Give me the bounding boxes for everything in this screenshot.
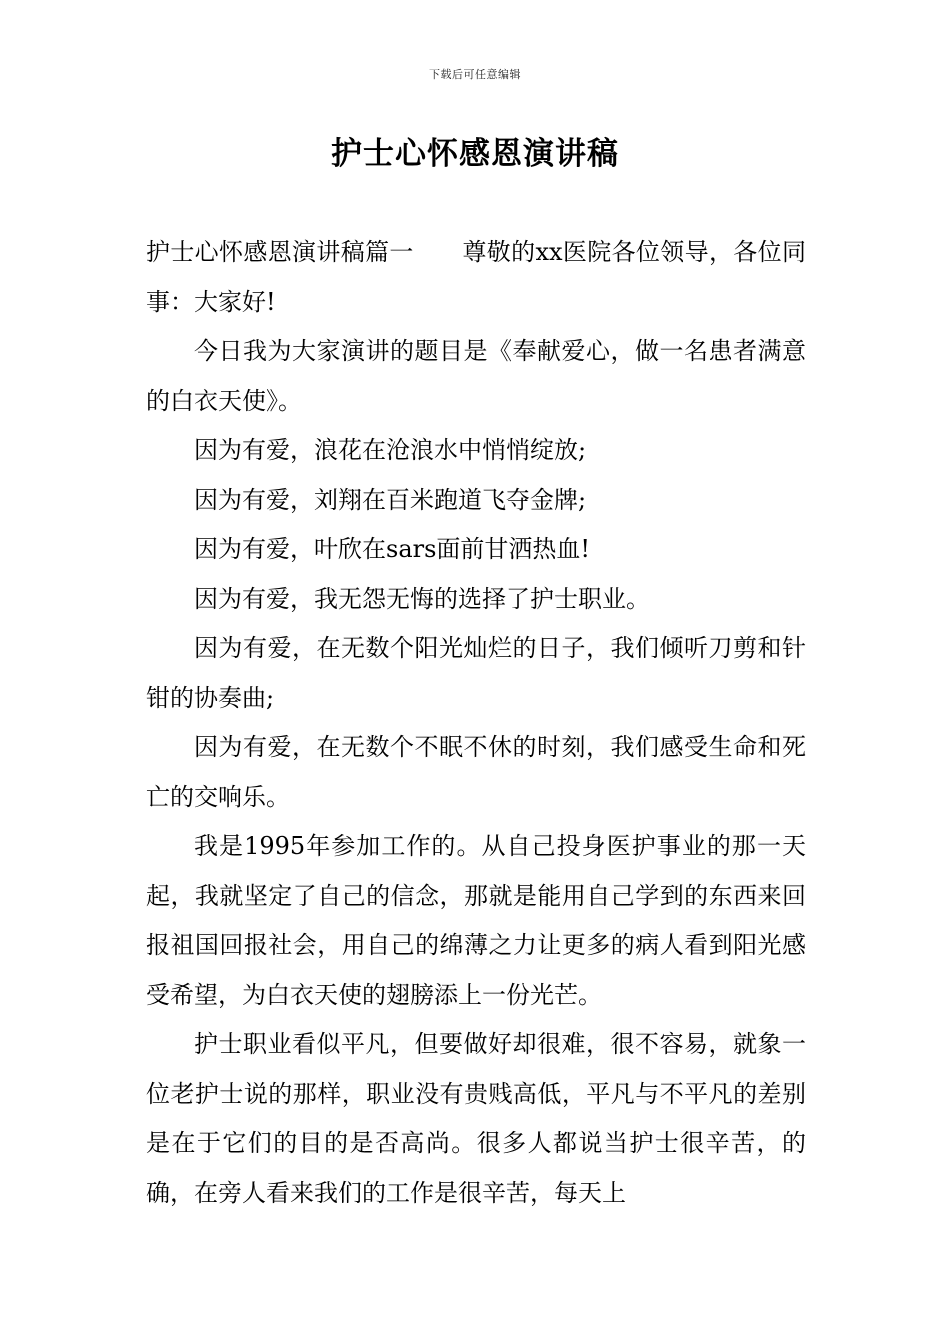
- paragraph-love-1: 因为有爱，浪花在沧浪水中悄悄绽放;: [194, 436, 587, 464]
- paragraph-love-2: 因为有爱，刘翔在百米跑道飞夺金牌;: [194, 485, 587, 514]
- paragraph-topic: 今日我为大家演讲的题目是《奉献爱心，做一名患者满意的白衣天使》。: [146, 337, 806, 415]
- paragraph-nursing-work: 护士职业看似平凡，但要做好却很难，很不容易，就象一位老护士说的那样，职业没有贵贱高低，平凡与不平凡的差别是在于它们的目的是否高尚。很多人都说当护士很辛苦，的确，在旁人看来我们的工作是很辛苦，每天上: [146, 1030, 806, 1207]
- paragraph-career-start: 我是1995年参加工作的。从自己投身医护事业的那一天起，我就坚定了自己的信念，那就是能用自己学到的东西来回报祖国回报社会，用自己的绵薄之力让更多的病人看到阳光感受希望，为白衣天使的翅膀添上一份光芒。: [146, 832, 806, 1009]
- header-note: 下载后可任意编辑: [429, 68, 521, 81]
- paragraph-love-5: 因为有爱，在无数个阳光灿烂的日子，我们倾听刀剪和针钳的协奏曲;: [146, 634, 806, 712]
- paragraph-love-6: 因为有爱，在无数个不眠不休的时刻，我们感受生命和死亡的交响乐。: [146, 733, 806, 811]
- paragraph-greeting: 护士心怀感恩演讲稿篇一 尊敬的xx医院各位领导，各位同事：大家好!: [146, 238, 806, 316]
- document-body: [146, 228, 806, 1218]
- document-title: 护士心怀感恩演讲稿: [331, 136, 619, 172]
- paragraph-love-4: 因为有爱，我无怨无悔的选择了护士职业。: [194, 584, 650, 613]
- paragraph-love-3: 因为有爱，叶欣在sars面前甘洒热血!: [194, 535, 591, 563]
